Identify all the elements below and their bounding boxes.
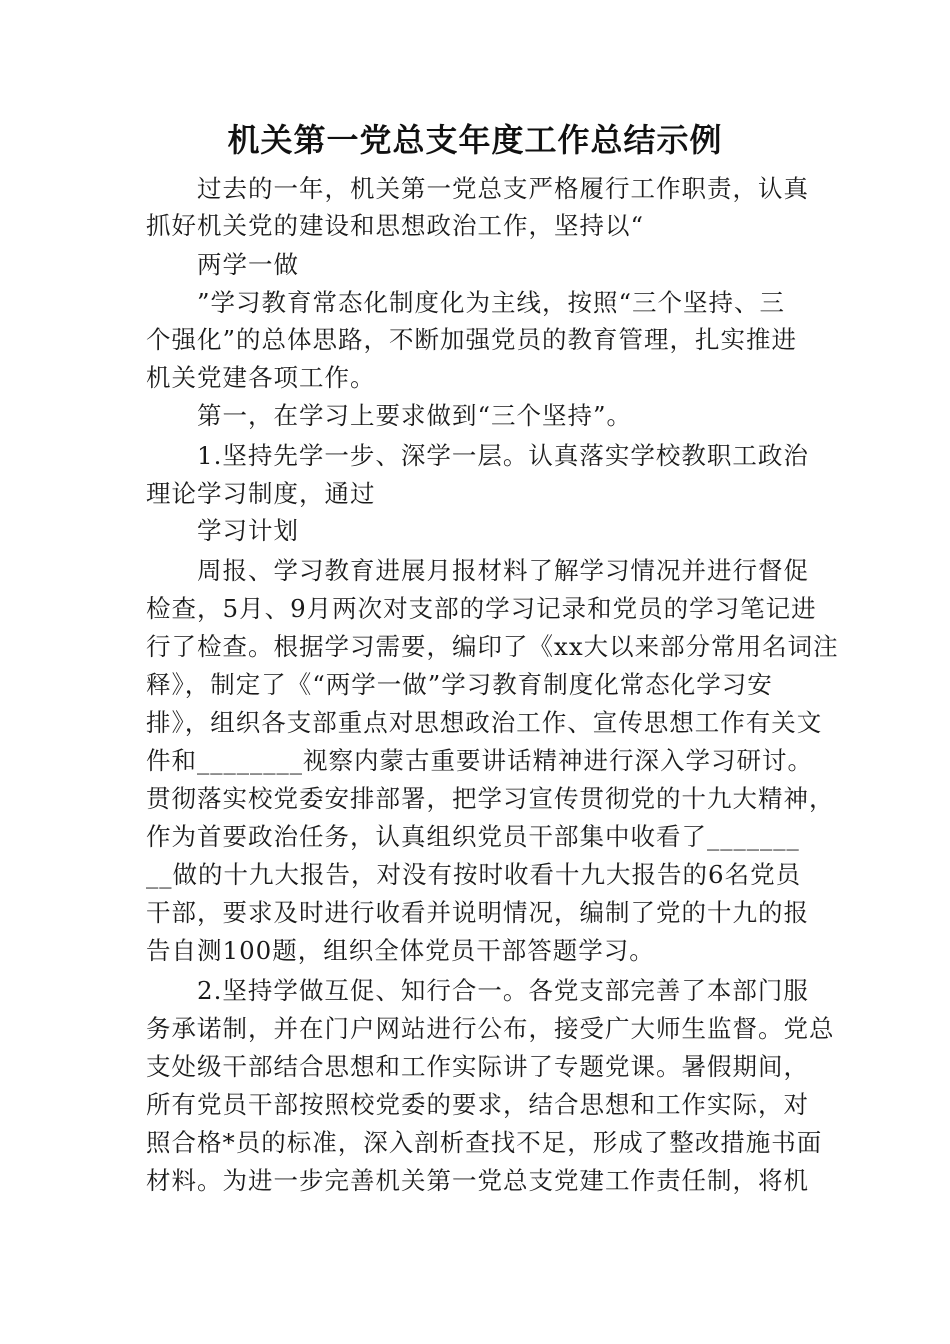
paragraph-line: 两学一做 [197, 250, 299, 279]
paragraph-line: 机关党建各项工作。 [146, 363, 376, 392]
paragraph-line: __做的十九大报告，对没有按时收看十九大报告的6名党员 [146, 860, 802, 889]
document-title: 机关第一党总支年度工作总结示例 [227, 121, 723, 159]
paragraph-line: 作为首要政治任务，认真组织党员干部集中收看了_______ [146, 822, 800, 851]
paragraph-line: 件和________视察内蒙古重要讲话精神进行深入学习研讨。 [146, 746, 813, 775]
paragraph-line: 第一，在学习上要求做到“三个坚持”。 [197, 401, 633, 430]
paragraph-line: 所有党员干部按照校党委的要求，结合思想和工作实际，对 [146, 1090, 809, 1119]
paragraph-line: 干部，要求及时进行收看并说明情况，编制了党的十九的报 [146, 898, 809, 927]
paragraph-line: 检查，5月、9月两次对支部的学习记录和党员的学习笔记进 [146, 594, 817, 623]
paragraph-line: 抓好机关党的建设和思想政治工作，坚持以“ [146, 211, 645, 240]
paragraph-line: 排》，组织各支部重点对思想政治工作、宣传思想工作有关文 [146, 708, 823, 737]
paragraph-line: 学习计划 [197, 516, 299, 545]
paragraph-line: 支处级干部结合思想和工作实际讲了专题党课。暑假期间， [146, 1052, 809, 1081]
paragraph-line: 个强化”的总体思路，不断加强党员的教育管理，扎实推进 [146, 325, 798, 354]
paragraph-line: 2.坚持学做互促、知行合一。各党支部完善了本部门服 [197, 976, 809, 1005]
paragraph-line: 材料。为进一步完善机关第一党总支党建工作责任制，将机 [146, 1166, 809, 1195]
paragraph-line: 过去的一年，机关第一党总支严格履行工作职责，认真 [197, 174, 809, 203]
paragraph-line: 1.坚持先学一步、深学一层。认真落实学校教职工政治 [197, 441, 809, 470]
paragraph-line: 行了检查。根据学习需要，编印了《xx大以来部分常用名词注 [146, 632, 839, 661]
paragraph-line: 周报、学习教育进展月报材料了解学习情况并进行督促 [197, 556, 809, 585]
paragraph-line: 理论学习制度，通过 [146, 479, 376, 508]
paragraph-line: 告自测100题，组织全体党员干部答题学习。 [146, 936, 655, 965]
paragraph-line: 贯彻落实校党委安排部署，把学习宣传贯彻党的十九大精神， [146, 784, 835, 813]
paragraph-line: 释》，制定了《“两学一做”学习教育制度化常态化学习安 [146, 670, 773, 699]
paragraph-line: 务承诺制，并在门户网站进行公布，接受广大师生监督。党总 [146, 1014, 835, 1043]
paragraph-line: 照合格*员的标准，深入剖析查找不足，形成了整改措施书面 [146, 1128, 823, 1157]
paragraph-line: ”学习教育常态化制度化为主线，按照“三个坚持、三 [197, 288, 786, 317]
